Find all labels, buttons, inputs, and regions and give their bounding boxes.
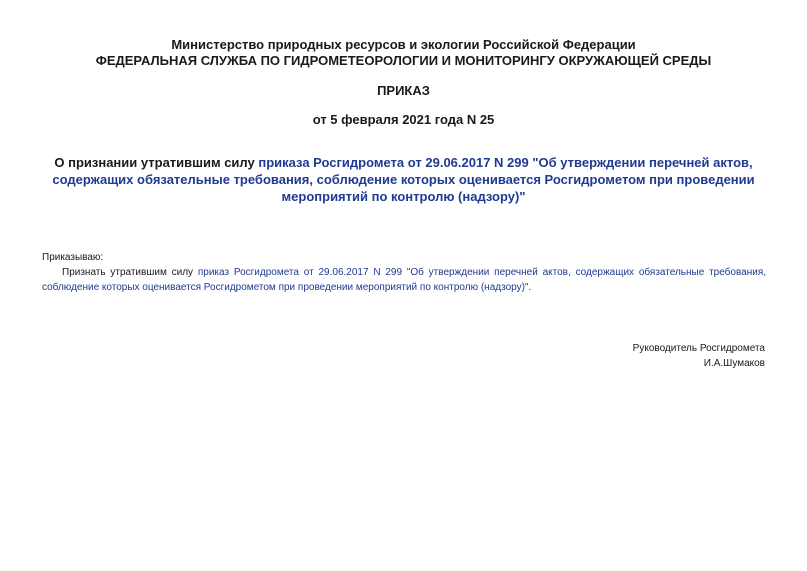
para-link[interactable]: приказ Росгидромета от 29.06.2017 N 299 "Об утверждении перечней актов, содержащих обязательные требования, соблюдение которых оценивается Росгидрометом при проведении мероприятий по контролю (надзору)" [42,267,767,293]
para-prefix: Признать утратившим силу [62,267,194,278]
signatory-role: Руководитель Росгидромета [632,343,765,354]
ministry-name: Министерство природных ресурсов и экологии Российской Федерации [171,37,636,52]
para-suffix: . [528,282,532,293]
document-type: ПРИКАЗ [377,83,430,98]
title-link[interactable]: приказа Росгидромета от 29.06.2017 N 299 "Об утверждении перечней актов, содержащих обязательные требования, соблюдение которых оценивается Росгидрометом при проведении мероприятий по контролю (надзору)" [52,155,755,204]
order-paragraph [42,265,766,295]
title-prefix: О признании утратившим силу [54,155,259,170]
orders-label: Приказываю: [42,252,104,263]
document-date-number: от 5 февраля 2021 года N 25 [312,112,495,127]
service-name: ФЕДЕРАЛЬНАЯ СЛУЖБА ПО ГИДРОМЕТЕОРОЛОГИИ И МОНИТОРИНГУ ОКРУЖАЮЩЕЙ СРЕДЫ [95,53,712,68]
signatory-name: И.А.Шумаков [703,358,765,369]
document-title [30,154,777,205]
